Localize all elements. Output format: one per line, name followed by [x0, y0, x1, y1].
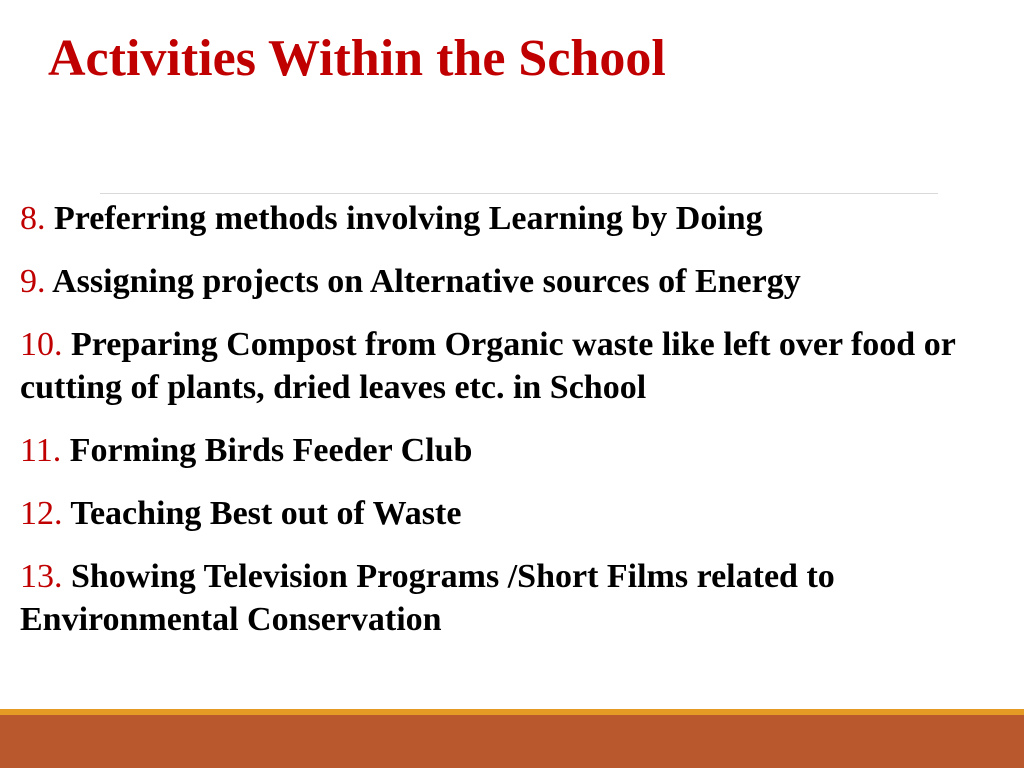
item-text: Showing Television Programs /Short Films related to Environmental Conservation — [20, 558, 835, 638]
item-text: Teaching Best out of Waste — [70, 495, 462, 532]
footer-band — [0, 715, 1024, 768]
list-item — [20, 492, 1000, 535]
item-number: 9. — [20, 263, 46, 300]
item-number: 13. — [20, 558, 63, 595]
list-item — [20, 555, 1000, 641]
item-number: 12. — [20, 495, 63, 532]
item-text: Forming Birds Feeder Club — [69, 432, 473, 469]
item-number: 10. — [20, 326, 63, 363]
item-text: Preferring methods involving Learning by Doing — [54, 200, 763, 237]
list-item — [20, 323, 1000, 409]
item-text: Assigning projects on Alternative sources of Energy — [52, 263, 801, 300]
item-number: 8. — [20, 200, 46, 237]
divider-line — [100, 193, 938, 194]
item-text: Preparing Compost from Organic waste like left over food or cutting of plants, dried leaves etc. in School — [20, 326, 956, 406]
item-number: 11. — [20, 432, 62, 469]
slide-title: Activities Within the School — [48, 30, 666, 87]
list-item — [20, 429, 1000, 472]
activity-list — [20, 197, 1000, 661]
list-item — [20, 197, 1000, 240]
list-item — [20, 260, 1000, 303]
